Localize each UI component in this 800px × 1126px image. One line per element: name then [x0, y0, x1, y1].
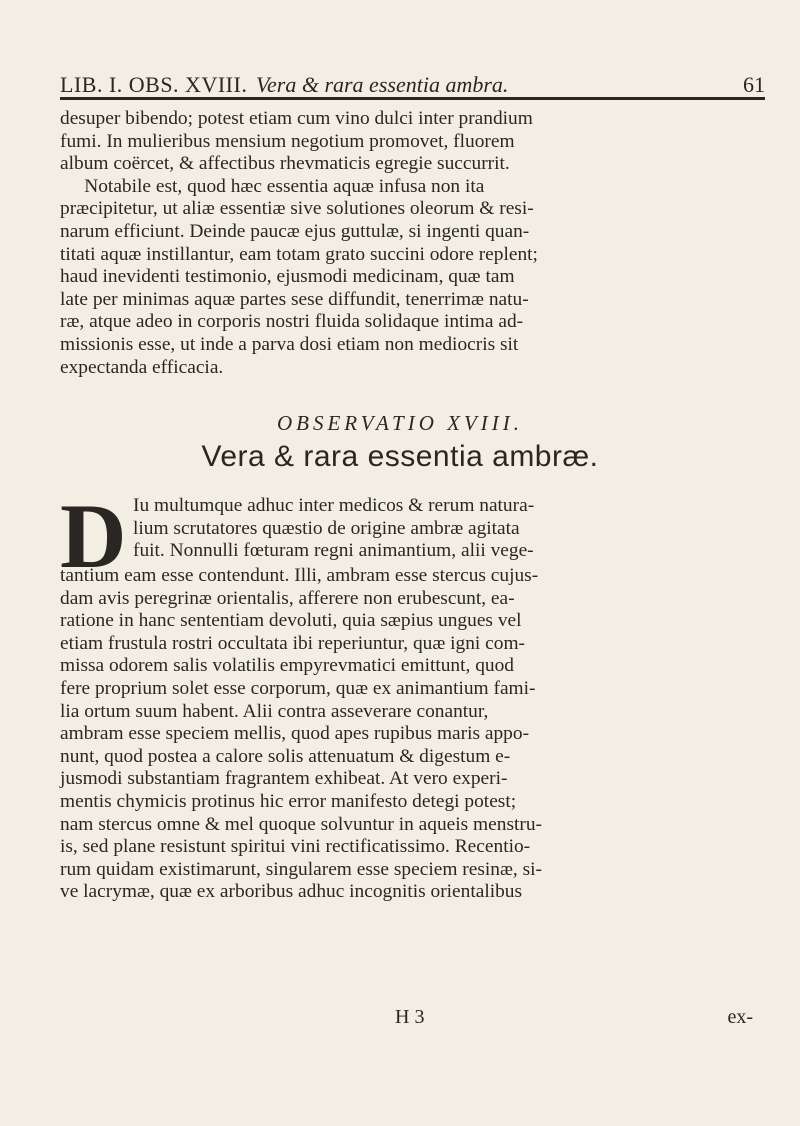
running-head-title: Vera & rara essentia ambra.: [256, 72, 509, 97]
text-line: præcipitetur, ut aliæ essentiæ sive solutiones oleorum & resi-: [60, 198, 534, 220]
paragraph-opening: [133, 495, 765, 563]
text-line: fuit. Nonnulli fœturam regni animantium, alii vege-: [133, 540, 534, 562]
text-line: haud inevidenti testimonio, ejusmodi medicinam, quæ tam: [60, 266, 515, 288]
text-line: fere proprium solet esse corporum, quæ ex animantium fami-: [60, 677, 536, 699]
text-line: narum efficiunt. Deinde paucæ ejus guttulæ, si ingenti quan-: [60, 220, 530, 242]
text-line: ve lacrymæ, quæ ex arboribus adhuc incognitis orientalibus: [60, 881, 523, 903]
header-rule: [60, 97, 765, 100]
text-line: desuper bibendo; potest etiam cum vino dulci inter prandium: [60, 108, 533, 129]
text-line: late per minimas aquæ partes sese diffundit, tenerrimæ natu-: [60, 288, 529, 310]
running-head: [60, 70, 765, 100]
running-head-section: LIB. I. OBS. XVIII.: [60, 72, 248, 97]
paragraph-body: [60, 565, 765, 904]
text-line: ræ, atque adeo in corporis nostri fluida solidaque intima ad-: [60, 311, 524, 333]
text-line: rum quidam existimarunt, singularem esse speciem resinæ, si-: [60, 858, 542, 880]
drop-cap: D: [60, 485, 127, 587]
text-line: missionis esse, ut inde a parva dosi etiam non mediocris sit: [60, 333, 519, 355]
text-line: mentis chymicis protinus hic error manifesto detegi potest;: [60, 790, 517, 812]
text-line: nunt, quod postea a calore solis attenuatum & digestum e-: [60, 745, 511, 767]
section-title: Vera & rara essentia ambræ.: [201, 440, 599, 473]
paragraph-continued: [60, 108, 765, 379]
text-line: missa odorem salis volatilis empyrevmatici emittunt, quod: [60, 655, 514, 677]
text-line: tantium eam esse contendunt. Illi, ambram esse stercus cujus-: [60, 565, 539, 586]
catchword: ex-: [727, 1006, 753, 1028]
text-line: jusmodi substantiam fragrantem exhibeat. At vero experi-: [60, 768, 508, 790]
text-line: album coërcet, & affectibus rhevmaticis egregie succurrit.: [60, 153, 510, 175]
text-line: lium scrutatores quæstio de origine ambræ agitata: [133, 517, 520, 539]
page-footer: [60, 1006, 765, 1030]
text-line: etiam frustula rostri occultata ibi reperiuntur, quæ igni com-: [60, 632, 526, 654]
text-line: is, sed plane resistunt spiritui vini rectificatissimo. Recentio-: [60, 836, 531, 858]
text-line: titati aquæ instillantur, eam totam grato succini odore replent;: [60, 243, 538, 265]
page-number: 61: [743, 72, 765, 97]
text-line: Notabile est, quod hæc essentia aquæ infusa non ita: [60, 175, 485, 197]
text-line: dam avis peregrinæ orientalis, afferere non erubescunt, ea-: [60, 587, 515, 609]
text-line: ratione in hanc sententiam devoluti, quia sæpius ungues vel: [60, 610, 522, 632]
text-line: ambram esse speciem mellis, quod apes rupibus maris appo-: [60, 723, 530, 745]
text-line: lia ortum suum habent. Alii contra asseverare conantur,: [60, 700, 489, 722]
text-line: expectanda efficacia.: [60, 356, 224, 378]
signature-mark: H 3: [395, 1006, 425, 1028]
text-line: Iu multumque adhuc inter medicos & rerum natura-: [133, 495, 535, 516]
text-line: fumi. In mulieribus mensium negotium promovet, fluorem: [60, 130, 515, 152]
observation-label: OBSERVATIO XVIII.: [276, 411, 524, 435]
text-line: nam stercus omne & mel quoque solvuntur in aqueis menstru-: [60, 813, 542, 835]
